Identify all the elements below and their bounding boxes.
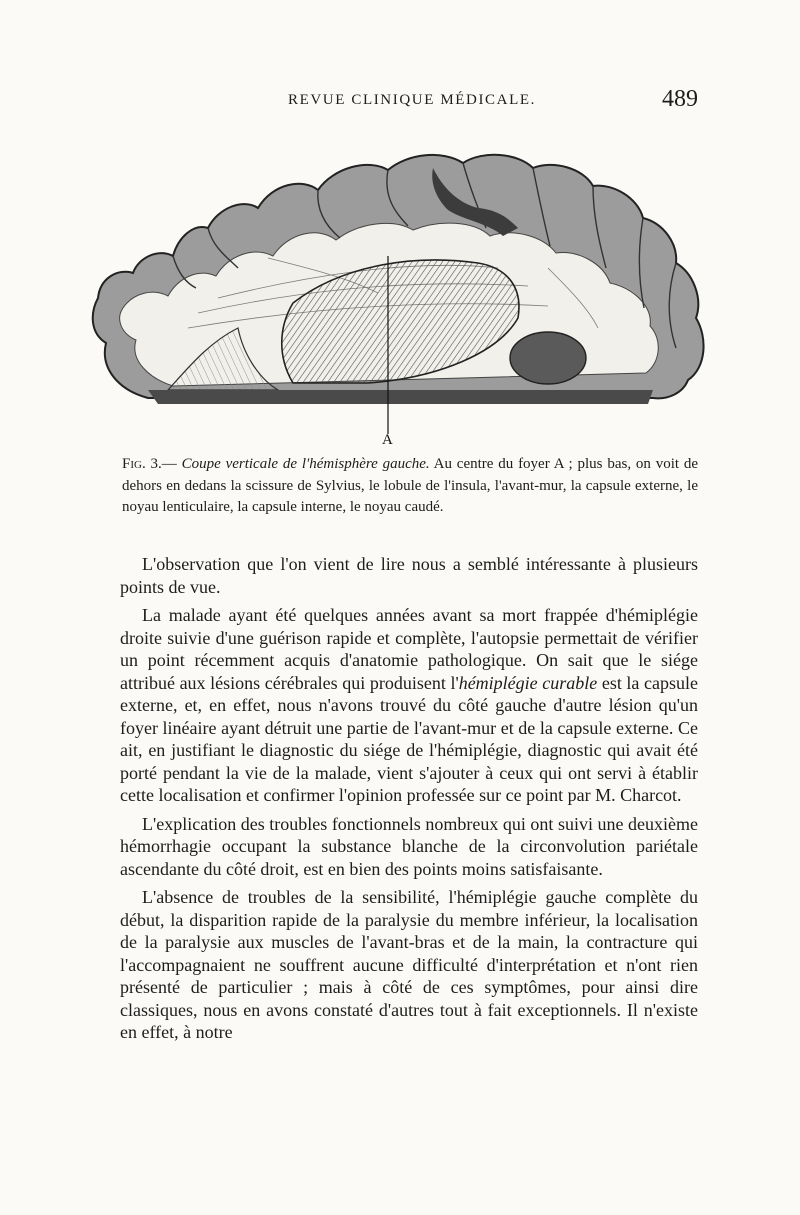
base-band [148,390,653,404]
emphasis-text: hémiplégie curable [458,672,598,693]
running-head [118,88,698,118]
figure-title: Coupe verticale de l'hémisphère gauche. [181,456,430,472]
paragraph [120,604,698,807]
paragraph-text: est la capsule externe, et, en effet, nous n'avons trouvé du côté gauche d'autre lésion qu'un foyer linéaire ayant détruit une partie de l'avant-mur et de la capsule externe. Ce ait, en justifiant le diagnostic du siége de l'hémiplégie, diagnostic qui avait été porté pendant la vie de la malade, vient s'ajouter à ceux qui ont servi à établir cette localisation et confirmer l'opinion professée sur ce point par M. Charcot. [120,672,698,805]
paragraph: L'observation que l'on vient de lire nous a semblé intéressante à plusieurs points de vue. [120,554,698,597]
page-number: 489 [662,86,698,112]
paragraph: L'absence de troubles de la sensibilité, l'hémiplégie gauche complète du début, la disparition rapide de la paralysie du membre inférieur, la localisation de la paralysie aux muscles de l'avant-bras et de la main, la contracture qui l'accompagnaient ne souffrent aucune difficulté d'interprétation et n'ont rien présenté de particulier ; mais à côté de ces symptômes, pour ainsi dire classiques, nous en avons constaté d'autres tout à fait exceptionnels. Il n'existe en effet, à notre [120,887,698,1042]
insula-region [510,332,586,384]
running-title: REVUE CLINIQUE MÉDICALE. [288,92,536,108]
brain-section-figure [78,128,728,448]
paragraph-text: La malade ayant été quelques années avant sa mort frappée d'hémiplégie droite suivie d'une guérison rapide et complète, l'autopsie permettait de vérifier un point récemment acquis d'anatomie pathologique. On sait que le siége attribué aux lésions cérébrales qui produisent l' [120,605,698,693]
figure-label: Fig. 3.— [122,456,177,472]
figure-caption [122,454,698,519]
body-text [120,553,698,1050]
brain-section-illustration [78,128,728,448]
figure-caption-text: Au centre du foyer A ; plus bas, on voit de dehors en dedans la scissure de Sylvius, le lobule de l'insula, l'avant-mur, la capsule externe, le noyau lenticulaire, la capsule interne, le noyau caudé. [122,456,698,516]
paragraph: L'explication des troubles fonctionnels nombreux qui ont suivi une deuxième hémorrhagie occupant la substance blanche de la circonvolution pariétale ascendante du côté droit, est en bien des points moins satisfaisante. [120,813,698,879]
focus-marker-label: A [382,432,393,448]
